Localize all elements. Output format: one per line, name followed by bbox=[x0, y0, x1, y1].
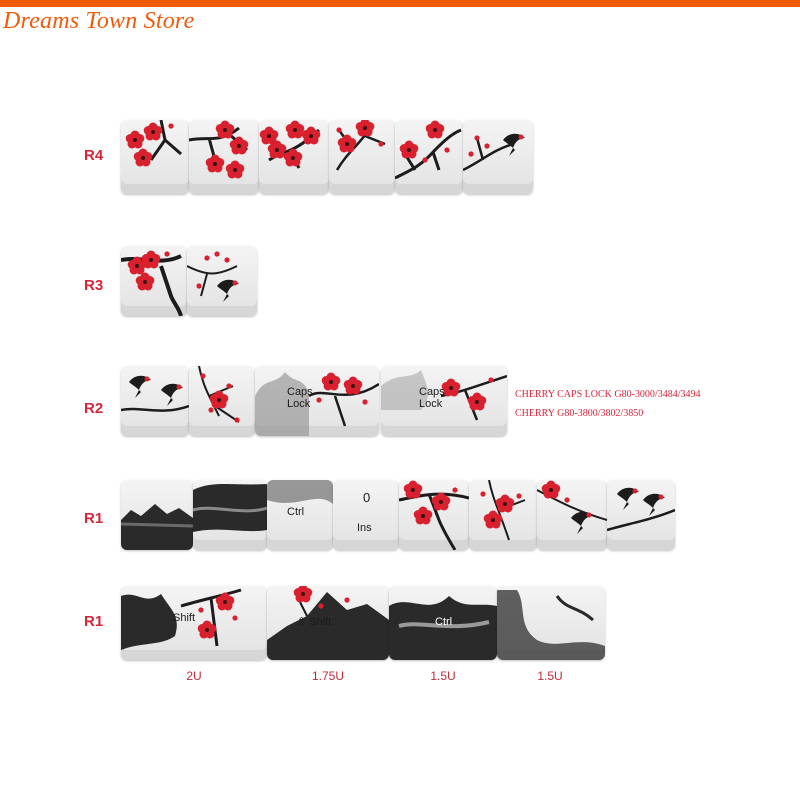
swallow-bird-icon bbox=[463, 120, 533, 194]
keycap-r1-1 bbox=[121, 480, 193, 550]
plum-blossom-icon bbox=[189, 366, 255, 436]
row-label-r3: R3 bbox=[84, 277, 104, 294]
keycap-caps-lock-2 bbox=[381, 366, 507, 436]
keycap-r4-4 bbox=[329, 120, 395, 194]
caps-lock-legend: Caps Lock bbox=[419, 386, 445, 410]
row-label-r1-top: R1 bbox=[84, 510, 104, 527]
swallow-bird-icon bbox=[537, 480, 607, 550]
plum-blossom-icon bbox=[121, 246, 187, 316]
keycap-r2-1 bbox=[121, 366, 189, 436]
plum-blossom-icon bbox=[259, 120, 329, 194]
brand-stripe bbox=[0, 0, 800, 7]
shift-legend: ⇧ Shift bbox=[297, 616, 332, 628]
keycap-ins bbox=[333, 480, 399, 550]
plum-blossom-icon bbox=[189, 120, 259, 194]
keycap-r4-6 bbox=[463, 120, 533, 194]
plum-blossom-icon bbox=[329, 120, 395, 194]
keycap-r4-1 bbox=[121, 120, 189, 194]
keycap-r4-2 bbox=[189, 120, 259, 194]
keycap-ctrl-15u bbox=[389, 586, 497, 660]
keycap-r4-3 bbox=[259, 120, 329, 194]
size-label-175u: 1.75U bbox=[311, 669, 345, 683]
size-label-2u: 2U bbox=[186, 669, 202, 683]
swallow-bird-icon bbox=[121, 366, 189, 436]
swallow-bird-icon bbox=[187, 246, 257, 316]
keycap-r3-1 bbox=[121, 246, 187, 316]
ctrl-legend: Ctrl bbox=[287, 506, 305, 518]
size-label-15u-a: 1.5U bbox=[430, 669, 456, 683]
size-label-15u-b: 1.5U bbox=[537, 669, 563, 683]
ins-legend: Ins bbox=[357, 522, 372, 534]
plum-blossom-icon bbox=[469, 480, 537, 550]
keycap-r2-2 bbox=[189, 366, 255, 436]
keycap-r1-1-5u bbox=[497, 586, 605, 660]
plum-blossom-icon bbox=[395, 120, 463, 194]
keycap-r1-5 bbox=[399, 480, 469, 550]
keycap-r3-2 bbox=[187, 246, 257, 316]
keycap-r1-8 bbox=[607, 480, 675, 550]
zero-legend: 0 bbox=[363, 490, 371, 505]
store-title: Dreams Town Store bbox=[3, 8, 195, 34]
ink-mountain-icon bbox=[193, 480, 267, 550]
ctrl-legend: Ctrl bbox=[435, 616, 453, 628]
row-label-r4: R4 bbox=[84, 147, 104, 164]
keycap-caps-lock-1 bbox=[255, 366, 379, 436]
shift-legend: Shift bbox=[173, 612, 196, 624]
keycap-shift-2u bbox=[121, 586, 267, 660]
compat-note-caps: CHERRY CAPS LOCK G80-3000/3484/3494 bbox=[515, 389, 701, 400]
row-label-r1-bottom: R1 bbox=[84, 613, 104, 630]
ink-mountain-icon bbox=[121, 480, 193, 550]
swallow-bird-icon bbox=[607, 480, 675, 550]
keycap-r4-5 bbox=[395, 120, 463, 194]
compat-note-g80: CHERRY G80-3800/3802/3850 bbox=[515, 408, 644, 419]
row-label-r2: R2 bbox=[84, 400, 104, 417]
keycap-r1-6 bbox=[469, 480, 537, 550]
ink-mountain-icon bbox=[497, 586, 605, 660]
caps-lock-legend: Caps Lock bbox=[287, 386, 313, 410]
keycap-r1-2 bbox=[193, 480, 267, 550]
plum-blossom-icon bbox=[121, 120, 189, 194]
keycap-ctrl bbox=[267, 480, 333, 550]
keycap-shift-175u bbox=[267, 586, 389, 660]
store-header bbox=[0, 0, 800, 38]
plum-blossom-icon bbox=[399, 480, 469, 550]
keycap-r1-7 bbox=[537, 480, 607, 550]
